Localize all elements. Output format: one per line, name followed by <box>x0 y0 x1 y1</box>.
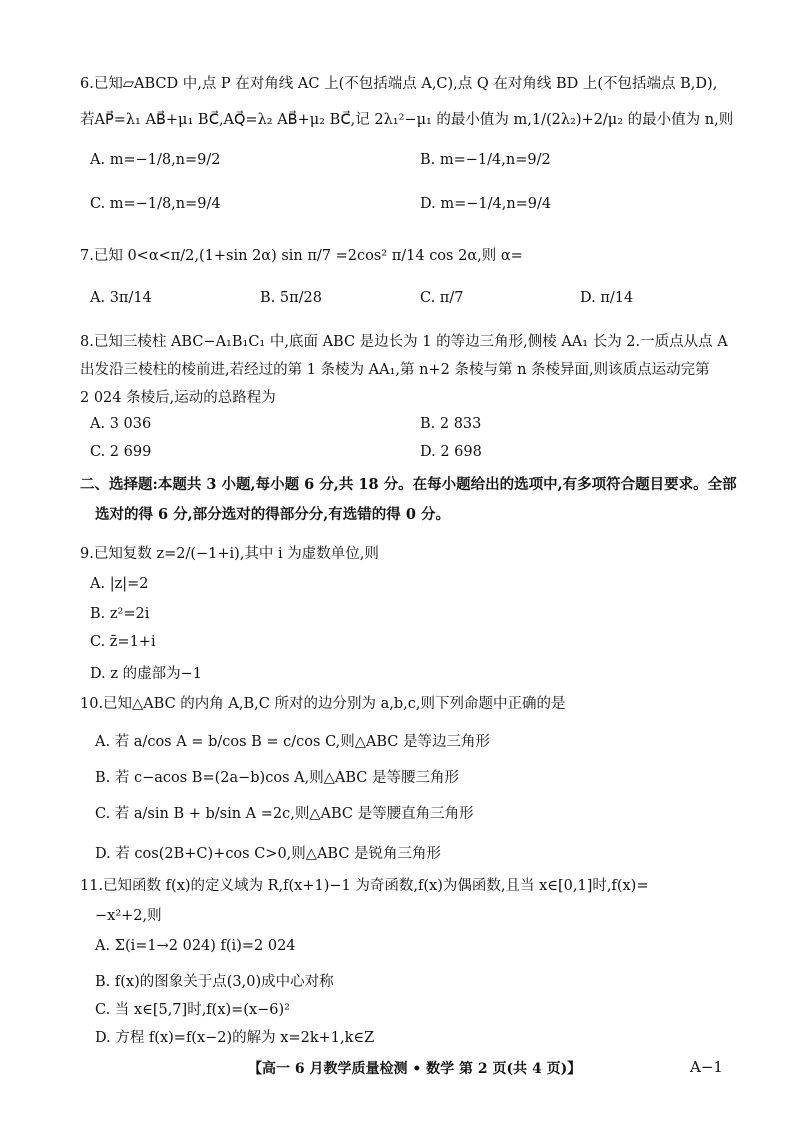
q10-stem: 10.已知△ABC 的内角 A,B,C 所对的边分别为 a,b,c,则下列命题中正确的是 <box>80 696 566 712</box>
q9-option-a: A. |z|=2 <box>90 576 149 592</box>
q6-stem-line2: 若AP⃗=λ₁ AB⃗+μ₁ BC⃗,AQ⃗=λ₂ AB⃗+μ₂ BC⃗,记 2λ₁²−μ₁ 的最小值为 m,1/(2λ₂)+2/μ₂ 的最小值为 n,则 <box>80 112 734 128</box>
section-2-line1: 二、选择题:本题共 3 小题,每小题 6 分,共 18 分。在每小题给出的选项中,有多项符合题目要求。全部 <box>80 476 737 493</box>
q7-option-c: C. π/7 <box>420 290 464 306</box>
q11-option-d: D. 方程 f(x)=f(x−2)的解为 x=2k+1,k∈Z <box>95 1030 375 1046</box>
page-footer: 【高一 6 月教学质量检测 • 数学 第 2 页(共 4 页)】 <box>248 1061 582 1077</box>
q9-option-d: D. z 的虚部为−1 <box>90 666 202 682</box>
q7-stem: 7.已知 0<α<π/2,(1+sin 2α) sin π/7 =2cos² π/14 cos 2α,则 α= <box>80 248 523 264</box>
q6-option-b: B. m=−1/4,n=9/2 <box>420 152 551 168</box>
q7-option-d: D. π/14 <box>580 290 634 306</box>
q6-option-d: D. m=−1/4,n=9/4 <box>420 196 552 212</box>
q7-option-a: A. 3π/14 <box>90 290 152 306</box>
paper-code: A−1 <box>690 1058 723 1076</box>
q10-option-b: B. 若 c−acos B=(2a−b)cos A,则△ABC 是等腰三角形 <box>95 770 459 786</box>
q8-stem-line3: 2 024 条棱后,运动的总路程为 <box>80 390 276 406</box>
q8-option-b: B. 2 833 <box>420 416 482 432</box>
q8-stem-line2: 出发沿三棱柱的棱前进,若经过的第 1 条棱为 AA₁,第 n+2 条棱与第 n 条棱异面,则该质点运动完第 <box>80 362 710 378</box>
q9-option-c: C. z̄=1+i <box>90 634 156 650</box>
q8-option-a: A. 3 036 <box>90 416 152 432</box>
q11-option-b: B. f(x)的图象关于点(3,0)成中心对称 <box>95 974 334 990</box>
q11-option-a: A. Σ(i=1→2 024) f(i)=2 024 <box>95 938 296 954</box>
q6-option-c: C. m=−1/8,n=9/4 <box>90 196 221 212</box>
q11-stem-line1: 11.已知函数 f(x)的定义域为 R,f(x+1)−1 为奇函数,f(x)为偶函数,且当 x∈[0,1]时,f(x)= <box>80 878 649 894</box>
q11-stem-line2: −x²+2,则 <box>95 908 162 924</box>
q10-option-d: D. 若 cos(2B+C)+cos C>0,则△ABC 是锐角三角形 <box>95 846 442 862</box>
q7-option-b: B. 5π/28 <box>260 290 322 306</box>
q9-option-b: B. z²=2i <box>90 606 150 622</box>
q6-stem-line1: 6.已知▱ABCD 中,点 P 在对角线 AC 上(不包括端点 A,C),点 Q 在对角线 BD 上(不包括端点 B,D), <box>80 76 718 92</box>
q6-option-a: A. m=−1/8,n=9/2 <box>90 152 221 168</box>
q9-stem: 9.已知复数 z=2/(−1+i),其中 i 为虚数单位,则 <box>80 546 379 562</box>
q8-option-d: D. 2 698 <box>420 444 482 460</box>
q11-option-c: C. 当 x∈[5,7]时,f(x)=(x−6)² <box>95 1002 290 1018</box>
q8-stem-line1: 8.已知三棱柱 ABC−A₁B₁C₁ 中,底面 ABC 是边长为 1 的等边三角形,侧棱 AA₁ 长为 2.一质点从点 A <box>80 334 728 350</box>
q10-option-a: A. 若 a/cos A = b/cos B = c/cos C,则△ABC 是等边三角形 <box>95 734 491 750</box>
q8-option-c: C. 2 699 <box>90 444 152 460</box>
q10-option-c: C. 若 a/sin B + b/sin A =2c,则△ABC 是等腰直角三角形 <box>95 806 474 822</box>
section-2-line2: 选对的得 6 分,部分选对的得部分分,有选错的得 0 分。 <box>95 506 450 523</box>
